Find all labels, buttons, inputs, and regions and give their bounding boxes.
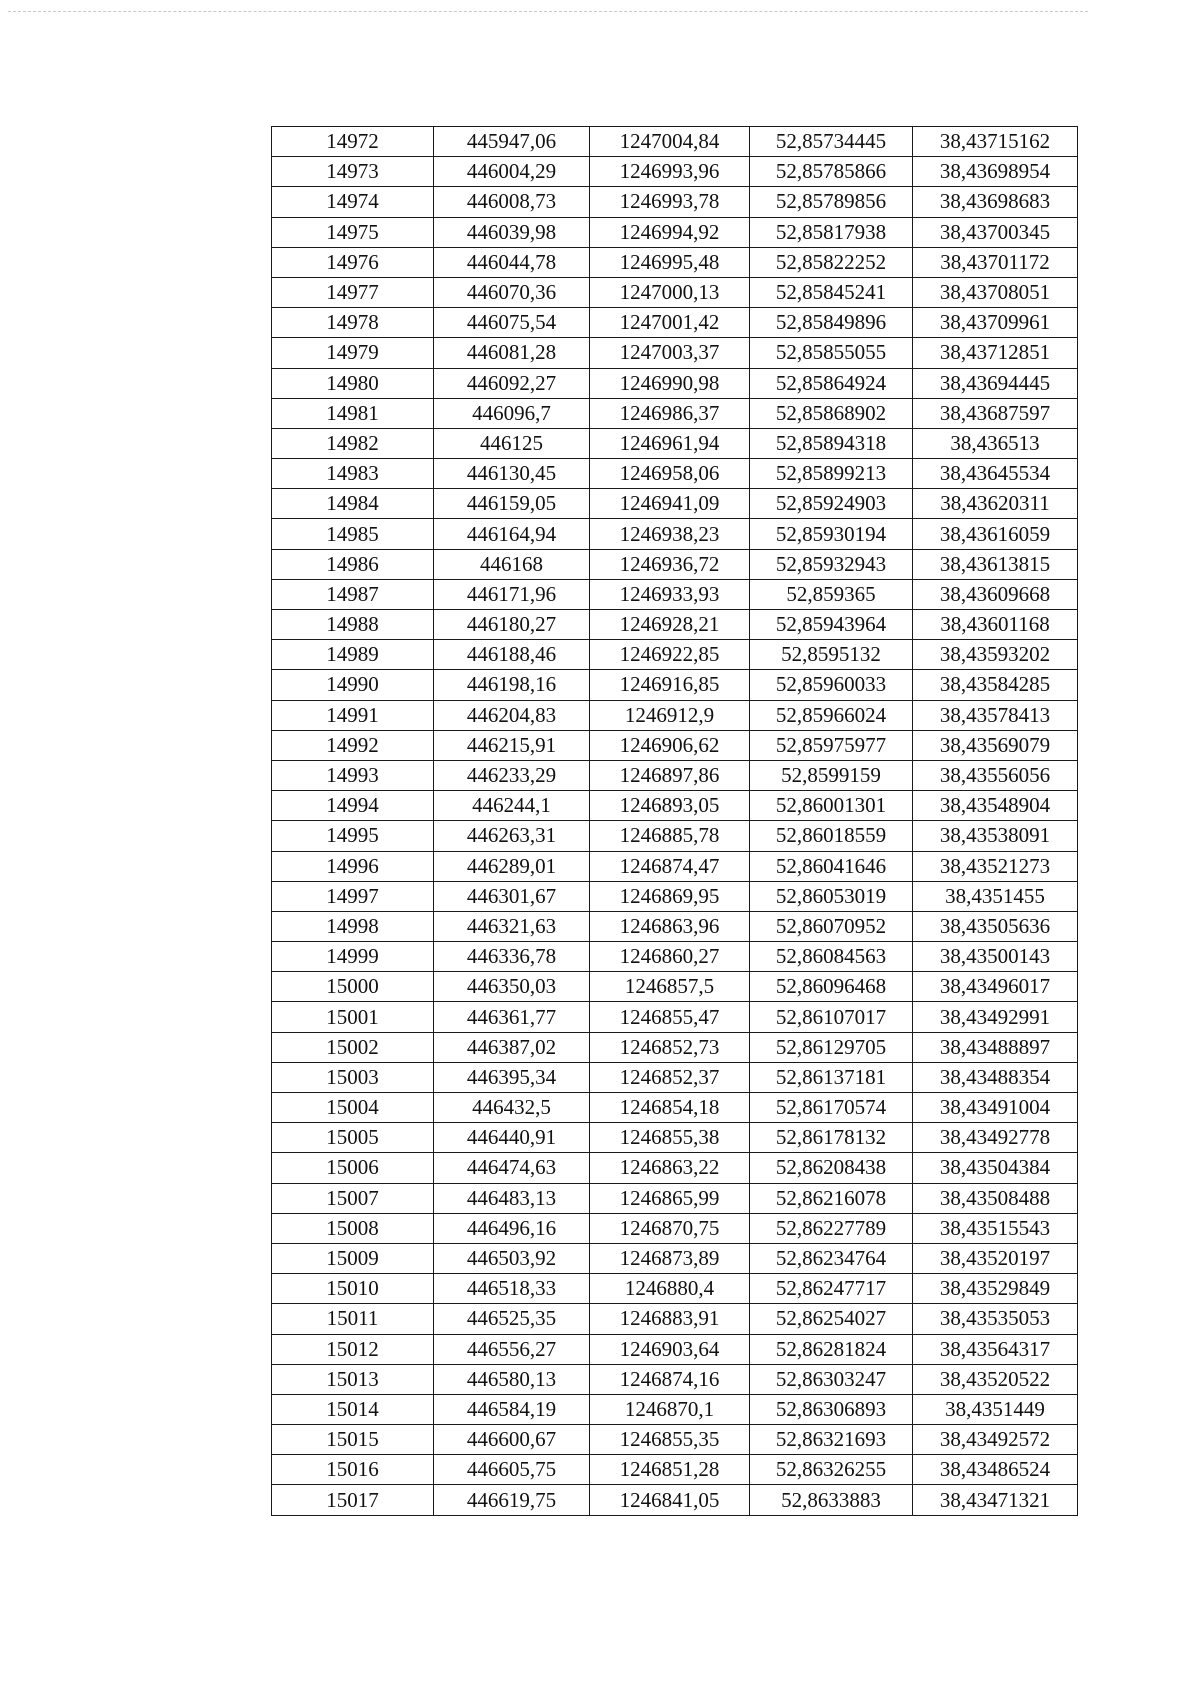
latitude-cell: 52,86001301	[750, 791, 913, 821]
table-row	[272, 1062, 1078, 1092]
latitude-cell: 52,85734445	[750, 127, 913, 157]
table-row	[272, 247, 1078, 277]
point-number-cell: 15007	[272, 1183, 434, 1213]
table-row	[272, 911, 1078, 941]
latitude-cell: 52,85960033	[750, 670, 913, 700]
longitude-cell: 38,43578413	[913, 700, 1078, 730]
latitude-cell: 52,8599159	[750, 760, 913, 790]
table-row	[272, 187, 1078, 217]
y-coordinate-cell: 1246855,47	[590, 1002, 750, 1032]
table-row	[272, 277, 1078, 307]
x-coordinate-cell: 446215,91	[434, 730, 590, 760]
point-number-cell: 14972	[272, 127, 434, 157]
x-coordinate-cell: 446233,29	[434, 760, 590, 790]
latitude-cell: 52,85817938	[750, 217, 913, 247]
point-number-cell: 15014	[272, 1394, 434, 1424]
longitude-cell: 38,43698954	[913, 157, 1078, 187]
latitude-cell: 52,86254027	[750, 1304, 913, 1334]
x-coordinate-cell: 446244,1	[434, 791, 590, 821]
longitude-cell: 38,43694445	[913, 368, 1078, 398]
y-coordinate-cell: 1246852,73	[590, 1032, 750, 1062]
y-coordinate-cell: 1246874,16	[590, 1364, 750, 1394]
longitude-cell: 38,43698683	[913, 187, 1078, 217]
longitude-cell: 38,43593202	[913, 640, 1078, 670]
point-number-cell: 14985	[272, 519, 434, 549]
table-row	[272, 459, 1078, 489]
longitude-cell: 38,43538091	[913, 821, 1078, 851]
point-number-cell: 14983	[272, 459, 434, 489]
table-row	[272, 760, 1078, 790]
table-row	[272, 700, 1078, 730]
table-row	[272, 1364, 1078, 1394]
latitude-cell: 52,85943964	[750, 610, 913, 640]
latitude-cell: 52,85785866	[750, 157, 913, 187]
point-number-cell: 14982	[272, 428, 434, 458]
y-coordinate-cell: 1246863,22	[590, 1153, 750, 1183]
latitude-cell: 52,85899213	[750, 459, 913, 489]
latitude-cell: 52,86306893	[750, 1394, 913, 1424]
x-coordinate-cell: 446289,01	[434, 851, 590, 881]
table-row	[272, 308, 1078, 338]
longitude-cell: 38,43520522	[913, 1364, 1078, 1394]
x-coordinate-cell: 446619,75	[434, 1485, 590, 1515]
y-coordinate-cell: 1246994,92	[590, 217, 750, 247]
latitude-cell: 52,86018559	[750, 821, 913, 851]
longitude-cell: 38,436513	[913, 428, 1078, 458]
table-row	[272, 1304, 1078, 1334]
latitude-cell: 52,86216078	[750, 1183, 913, 1213]
point-number-cell: 14990	[272, 670, 434, 700]
table-row	[272, 157, 1078, 187]
y-coordinate-cell: 1246961,94	[590, 428, 750, 458]
table-row	[272, 1123, 1078, 1153]
point-number-cell: 14984	[272, 489, 434, 519]
y-coordinate-cell: 1246995,48	[590, 247, 750, 277]
x-coordinate-cell: 446387,02	[434, 1032, 590, 1062]
x-coordinate-cell: 446361,77	[434, 1002, 590, 1032]
x-coordinate-cell: 446125	[434, 428, 590, 458]
table-row	[272, 217, 1078, 247]
y-coordinate-cell: 1246883,91	[590, 1304, 750, 1334]
x-coordinate-cell: 446584,19	[434, 1394, 590, 1424]
y-coordinate-cell: 1246851,28	[590, 1455, 750, 1485]
y-coordinate-cell: 1246854,18	[590, 1093, 750, 1123]
point-number-cell: 15017	[272, 1485, 434, 1515]
point-number-cell: 15010	[272, 1274, 434, 1304]
longitude-cell: 38,43708051	[913, 277, 1078, 307]
latitude-cell: 52,86170574	[750, 1093, 913, 1123]
point-number-cell: 14987	[272, 579, 434, 609]
x-coordinate-cell: 446496,16	[434, 1213, 590, 1243]
table-row	[272, 489, 1078, 519]
table-row	[272, 670, 1078, 700]
y-coordinate-cell: 1246885,78	[590, 821, 750, 851]
longitude-cell: 38,43496017	[913, 972, 1078, 1002]
point-number-cell: 14979	[272, 338, 434, 368]
table-row	[272, 398, 1078, 428]
latitude-cell: 52,86041646	[750, 851, 913, 881]
y-coordinate-cell: 1246874,47	[590, 851, 750, 881]
x-coordinate-cell: 446336,78	[434, 942, 590, 972]
latitude-cell: 52,85966024	[750, 700, 913, 730]
latitude-cell: 52,85894318	[750, 428, 913, 458]
latitude-cell: 52,8595132	[750, 640, 913, 670]
longitude-cell: 38,43620311	[913, 489, 1078, 519]
point-number-cell: 15002	[272, 1032, 434, 1062]
x-coordinate-cell: 446605,75	[434, 1455, 590, 1485]
point-number-cell: 15003	[272, 1062, 434, 1092]
point-number-cell: 14989	[272, 640, 434, 670]
latitude-cell: 52,86053019	[750, 881, 913, 911]
longitude-cell: 38,43564317	[913, 1334, 1078, 1364]
y-coordinate-cell: 1246870,1	[590, 1394, 750, 1424]
y-coordinate-cell: 1247001,42	[590, 308, 750, 338]
longitude-cell: 38,43488897	[913, 1032, 1078, 1062]
point-number-cell: 14996	[272, 851, 434, 881]
y-coordinate-cell: 1246933,93	[590, 579, 750, 609]
table-row	[272, 368, 1078, 398]
point-number-cell: 14995	[272, 821, 434, 851]
x-coordinate-cell: 446503,92	[434, 1243, 590, 1273]
longitude-cell: 38,43508488	[913, 1183, 1078, 1213]
x-coordinate-cell: 446525,35	[434, 1304, 590, 1334]
longitude-cell: 38,43613815	[913, 549, 1078, 579]
point-number-cell: 14981	[272, 398, 434, 428]
longitude-cell: 38,43548904	[913, 791, 1078, 821]
table-row	[272, 579, 1078, 609]
latitude-cell: 52,85932943	[750, 549, 913, 579]
y-coordinate-cell: 1246906,62	[590, 730, 750, 760]
longitude-cell: 38,43492572	[913, 1425, 1078, 1455]
y-coordinate-cell: 1246893,05	[590, 791, 750, 821]
x-coordinate-cell: 446081,28	[434, 338, 590, 368]
latitude-cell: 52,86137181	[750, 1062, 913, 1092]
y-coordinate-cell: 1246855,38	[590, 1123, 750, 1153]
y-coordinate-cell: 1246855,35	[590, 1425, 750, 1455]
table-row	[272, 791, 1078, 821]
y-coordinate-cell: 1246857,5	[590, 972, 750, 1002]
longitude-cell: 38,43584285	[913, 670, 1078, 700]
table-row	[272, 338, 1078, 368]
point-number-cell: 14993	[272, 760, 434, 790]
y-coordinate-cell: 1247000,13	[590, 277, 750, 307]
table-row	[272, 730, 1078, 760]
table-row	[272, 428, 1078, 458]
x-coordinate-cell: 446321,63	[434, 911, 590, 941]
point-number-cell: 15006	[272, 1153, 434, 1183]
latitude-cell: 52,85864924	[750, 368, 913, 398]
point-number-cell: 14991	[272, 700, 434, 730]
point-number-cell: 14999	[272, 942, 434, 972]
x-coordinate-cell: 446171,96	[434, 579, 590, 609]
longitude-cell: 38,43616059	[913, 519, 1078, 549]
latitude-cell: 52,86178132	[750, 1123, 913, 1153]
x-coordinate-cell: 446159,05	[434, 489, 590, 519]
longitude-cell: 38,43491004	[913, 1093, 1078, 1123]
table-row	[272, 640, 1078, 670]
table-row	[272, 549, 1078, 579]
y-coordinate-cell: 1246993,96	[590, 157, 750, 187]
x-coordinate-cell: 446440,91	[434, 1123, 590, 1153]
point-number-cell: 14973	[272, 157, 434, 187]
point-number-cell: 15015	[272, 1425, 434, 1455]
point-number-cell: 14994	[272, 791, 434, 821]
x-coordinate-cell: 446474,63	[434, 1153, 590, 1183]
coordinates-table-body	[272, 127, 1078, 1516]
longitude-cell: 38,43515543	[913, 1213, 1078, 1243]
y-coordinate-cell: 1246922,85	[590, 640, 750, 670]
point-number-cell: 15012	[272, 1334, 434, 1364]
longitude-cell: 38,43535053	[913, 1304, 1078, 1334]
x-coordinate-cell: 446432,5	[434, 1093, 590, 1123]
y-coordinate-cell: 1246941,09	[590, 489, 750, 519]
point-number-cell: 15009	[272, 1243, 434, 1273]
longitude-cell: 38,43601168	[913, 610, 1078, 640]
table-row	[272, 1394, 1078, 1424]
point-number-cell: 14988	[272, 610, 434, 640]
table-row	[272, 972, 1078, 1002]
point-number-cell: 14992	[272, 730, 434, 760]
coordinates-table	[271, 126, 1078, 1516]
x-coordinate-cell: 446263,31	[434, 821, 590, 851]
table-row	[272, 1183, 1078, 1213]
latitude-cell: 52,86084563	[750, 942, 913, 972]
x-coordinate-cell: 446130,45	[434, 459, 590, 489]
x-coordinate-cell: 446483,13	[434, 1183, 590, 1213]
y-coordinate-cell: 1246852,37	[590, 1062, 750, 1092]
point-number-cell: 14980	[272, 368, 434, 398]
point-number-cell: 15011	[272, 1304, 434, 1334]
y-coordinate-cell: 1246916,85	[590, 670, 750, 700]
point-number-cell: 15000	[272, 972, 434, 1002]
longitude-cell: 38,4351455	[913, 881, 1078, 911]
y-coordinate-cell: 1246841,05	[590, 1485, 750, 1515]
y-coordinate-cell: 1247004,84	[590, 127, 750, 157]
y-coordinate-cell: 1246928,21	[590, 610, 750, 640]
longitude-cell: 38,43471321	[913, 1485, 1078, 1515]
longitude-cell: 38,43504384	[913, 1153, 1078, 1183]
latitude-cell: 52,85845241	[750, 277, 913, 307]
table-row	[272, 821, 1078, 851]
y-coordinate-cell: 1246958,06	[590, 459, 750, 489]
x-coordinate-cell: 446600,67	[434, 1425, 590, 1455]
longitude-cell: 38,43709961	[913, 308, 1078, 338]
point-number-cell: 14976	[272, 247, 434, 277]
x-coordinate-cell: 446204,83	[434, 700, 590, 730]
latitude-cell: 52,86303247	[750, 1364, 913, 1394]
table-row	[272, 1153, 1078, 1183]
scan-top-rule	[8, 11, 1088, 12]
y-coordinate-cell: 1246870,75	[590, 1213, 750, 1243]
x-coordinate-cell: 446168	[434, 549, 590, 579]
y-coordinate-cell: 1246938,23	[590, 519, 750, 549]
table-row	[272, 1032, 1078, 1062]
y-coordinate-cell: 1246990,98	[590, 368, 750, 398]
table-row	[272, 1425, 1078, 1455]
y-coordinate-cell: 1246860,27	[590, 942, 750, 972]
y-coordinate-cell: 1246912,9	[590, 700, 750, 730]
point-number-cell: 14978	[272, 308, 434, 338]
point-number-cell: 14997	[272, 881, 434, 911]
x-coordinate-cell: 445947,06	[434, 127, 590, 157]
latitude-cell: 52,85975977	[750, 730, 913, 760]
x-coordinate-cell: 446044,78	[434, 247, 590, 277]
longitude-cell: 38,43609668	[913, 579, 1078, 609]
x-coordinate-cell: 446518,33	[434, 1274, 590, 1304]
longitude-cell: 38,43701172	[913, 247, 1078, 277]
longitude-cell: 38,43505636	[913, 911, 1078, 941]
latitude-cell: 52,86326255	[750, 1455, 913, 1485]
point-number-cell: 14975	[272, 217, 434, 247]
table-row	[272, 610, 1078, 640]
latitude-cell: 52,86321693	[750, 1425, 913, 1455]
latitude-cell: 52,85855055	[750, 338, 913, 368]
point-number-cell: 14998	[272, 911, 434, 941]
x-coordinate-cell: 446096,7	[434, 398, 590, 428]
point-number-cell: 15016	[272, 1455, 434, 1485]
y-coordinate-cell: 1246863,96	[590, 911, 750, 941]
y-coordinate-cell: 1246869,95	[590, 881, 750, 911]
longitude-cell: 38,43569079	[913, 730, 1078, 760]
latitude-cell: 52,86129705	[750, 1032, 913, 1062]
x-coordinate-cell: 446004,29	[434, 157, 590, 187]
longitude-cell: 38,43645534	[913, 459, 1078, 489]
point-number-cell: 15005	[272, 1123, 434, 1153]
x-coordinate-cell: 446301,67	[434, 881, 590, 911]
latitude-cell: 52,86281824	[750, 1334, 913, 1364]
table-row	[272, 942, 1078, 972]
table-row	[272, 1274, 1078, 1304]
latitude-cell: 52,86096468	[750, 972, 913, 1002]
longitude-cell: 38,43521273	[913, 851, 1078, 881]
latitude-cell: 52,85822252	[750, 247, 913, 277]
table-row	[272, 1334, 1078, 1364]
latitude-cell: 52,859365	[750, 579, 913, 609]
point-number-cell: 15008	[272, 1213, 434, 1243]
longitude-cell: 38,43687597	[913, 398, 1078, 428]
x-coordinate-cell: 446008,73	[434, 187, 590, 217]
point-number-cell: 14986	[272, 549, 434, 579]
latitude-cell: 52,86107017	[750, 1002, 913, 1032]
y-coordinate-cell: 1246880,4	[590, 1274, 750, 1304]
longitude-cell: 38,43500143	[913, 942, 1078, 972]
table-row	[272, 881, 1078, 911]
longitude-cell: 38,43700345	[913, 217, 1078, 247]
table-row	[272, 1093, 1078, 1123]
y-coordinate-cell: 1246865,99	[590, 1183, 750, 1213]
longitude-cell: 38,43488354	[913, 1062, 1078, 1092]
table-row	[272, 1485, 1078, 1515]
latitude-cell: 52,86070952	[750, 911, 913, 941]
latitude-cell: 52,86234764	[750, 1243, 913, 1273]
longitude-cell: 38,43486524	[913, 1455, 1078, 1485]
latitude-cell: 52,85849896	[750, 308, 913, 338]
x-coordinate-cell: 446092,27	[434, 368, 590, 398]
x-coordinate-cell: 446188,46	[434, 640, 590, 670]
point-number-cell: 15004	[272, 1093, 434, 1123]
x-coordinate-cell: 446556,27	[434, 1334, 590, 1364]
table-row	[272, 1213, 1078, 1243]
longitude-cell: 38,43529849	[913, 1274, 1078, 1304]
x-coordinate-cell: 446164,94	[434, 519, 590, 549]
x-coordinate-cell: 446180,27	[434, 610, 590, 640]
x-coordinate-cell: 446039,98	[434, 217, 590, 247]
longitude-cell: 38,43715162	[913, 127, 1078, 157]
latitude-cell: 52,85924903	[750, 489, 913, 519]
table-row	[272, 1455, 1078, 1485]
latitude-cell: 52,85789856	[750, 187, 913, 217]
table-row	[272, 1002, 1078, 1032]
x-coordinate-cell: 446070,36	[434, 277, 590, 307]
point-number-cell: 15001	[272, 1002, 434, 1032]
point-number-cell: 14974	[272, 187, 434, 217]
longitude-cell: 38,4351449	[913, 1394, 1078, 1424]
x-coordinate-cell: 446580,13	[434, 1364, 590, 1394]
latitude-cell: 52,85868902	[750, 398, 913, 428]
latitude-cell: 52,86208438	[750, 1153, 913, 1183]
longitude-cell: 38,43492778	[913, 1123, 1078, 1153]
table-row	[272, 851, 1078, 881]
point-number-cell: 15013	[272, 1364, 434, 1394]
y-coordinate-cell: 1246903,64	[590, 1334, 750, 1364]
longitude-cell: 38,43520197	[913, 1243, 1078, 1273]
y-coordinate-cell: 1246993,78	[590, 187, 750, 217]
x-coordinate-cell: 446198,16	[434, 670, 590, 700]
y-coordinate-cell: 1246873,89	[590, 1243, 750, 1273]
longitude-cell: 38,43492991	[913, 1002, 1078, 1032]
y-coordinate-cell: 1246986,37	[590, 398, 750, 428]
latitude-cell: 52,86227789	[750, 1213, 913, 1243]
longitude-cell: 38,43556056	[913, 760, 1078, 790]
x-coordinate-cell: 446395,34	[434, 1062, 590, 1092]
point-number-cell: 14977	[272, 277, 434, 307]
x-coordinate-cell: 446350,03	[434, 972, 590, 1002]
y-coordinate-cell: 1247003,37	[590, 338, 750, 368]
latitude-cell: 52,8633883	[750, 1485, 913, 1515]
latitude-cell: 52,86247717	[750, 1274, 913, 1304]
latitude-cell: 52,85930194	[750, 519, 913, 549]
y-coordinate-cell: 1246897,86	[590, 760, 750, 790]
table-row	[272, 1243, 1078, 1273]
longitude-cell: 38,43712851	[913, 338, 1078, 368]
x-coordinate-cell: 446075,54	[434, 308, 590, 338]
y-coordinate-cell: 1246936,72	[590, 549, 750, 579]
table-row	[272, 519, 1078, 549]
table-row	[272, 127, 1078, 157]
